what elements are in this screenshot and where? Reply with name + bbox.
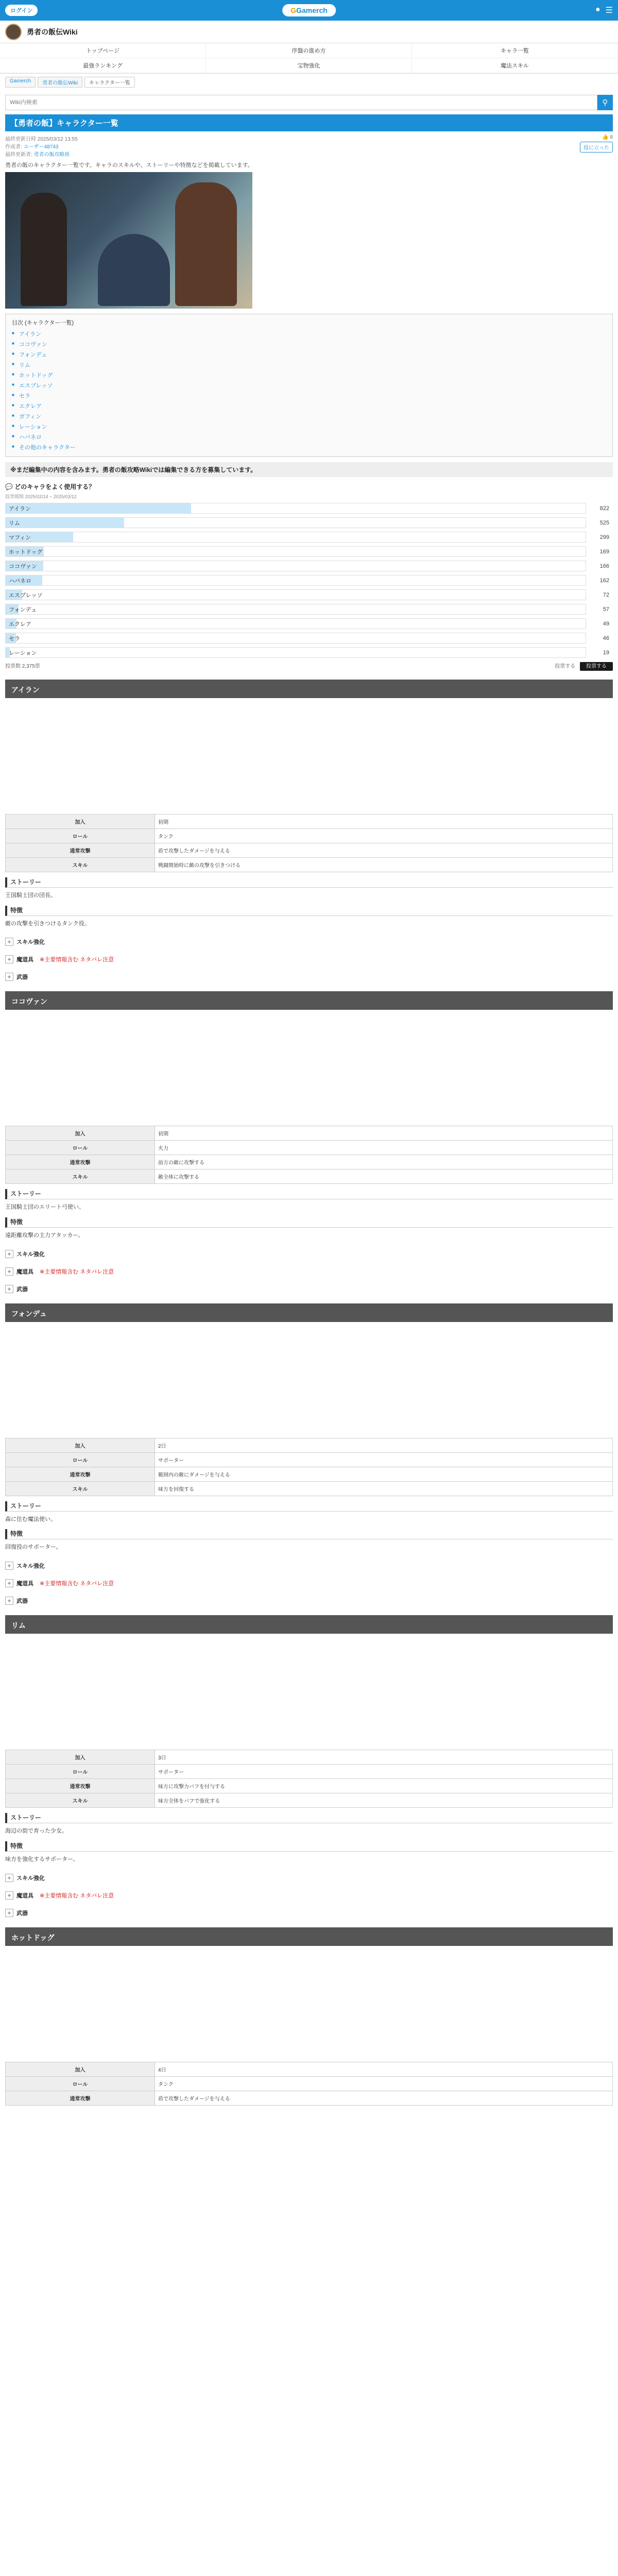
poll-option-label: ココヴァン [9, 563, 37, 570]
toc-item[interactable]: ■ セラ [12, 391, 606, 401]
poll-option[interactable] [5, 546, 609, 557]
poll-option-count: 162 [599, 577, 609, 584]
spoiler-warning: ※主要情報含む ネタバレ注意 [40, 1892, 114, 1899]
poll-option[interactable] [5, 589, 609, 600]
rune-toggle[interactable]: + 魔道具 ※主要情報含む ネタバレ注意 [5, 955, 613, 963]
toc-item[interactable]: ■ ハバネロ [12, 432, 606, 442]
poll-option-count: 822 [599, 505, 609, 512]
search-input[interactable] [5, 95, 597, 110]
misc-toggle[interactable]: + 武器 [5, 1597, 613, 1605]
notification-icon[interactable]: ● [595, 5, 600, 14]
poll-option[interactable] [5, 503, 609, 514]
search-icon[interactable]: ⚲ [597, 95, 613, 110]
spoiler-warning: ※主要情報含む ネタバレ注意 [40, 1268, 114, 1275]
poll-option-count: 166 [599, 563, 609, 569]
skill-up-toggle[interactable]: + スキル強化 [5, 1562, 613, 1570]
poll-option-count: 169 [599, 548, 609, 555]
table-row: スキル 戦闘開始時に敵の攻撃を引きつける [6, 858, 613, 872]
breadcrumb [0, 74, 618, 91]
search-bar [5, 95, 613, 110]
misc-toggle[interactable]: + 武器 [5, 973, 613, 981]
nav-item-beginner[interactable]: 序盤の進め方 [206, 43, 412, 58]
misc-toggle[interactable]: + 武器 [5, 1909, 613, 1917]
toc-item[interactable]: ■ リム [12, 360, 606, 370]
skill-up-toggle[interactable]: + スキル強化 [5, 1874, 613, 1882]
plus-icon: + [5, 1579, 13, 1587]
poll-option-label: フォンデュ [9, 606, 37, 613]
wiki-header [0, 21, 618, 43]
toc-item[interactable]: ■ エクレア [12, 401, 606, 411]
feature-text: 遠距離攻撃の主力アタッカー。 [5, 1232, 84, 1239]
toc-item[interactable]: ■ ココヴァン [12, 339, 606, 349]
table-row: ロール サポーター [6, 1452, 613, 1467]
story-heading: ストーリー [5, 1501, 613, 1512]
story-text: 森に住む魔法使い。 [5, 1516, 56, 1522]
vote-button[interactable]: 投票する [580, 662, 613, 671]
poll-total: 投票数 2,375票 [5, 664, 40, 669]
toc-item[interactable]: ■ フォンデュ [12, 349, 606, 360]
poll-option-label: エクレア [9, 621, 31, 628]
plus-icon: + [5, 1891, 13, 1900]
plus-icon: + [5, 955, 13, 963]
toc-item[interactable]: ■ その他のキャラクター [12, 442, 606, 452]
nav-item-top[interactable]: トップページ [0, 43, 206, 58]
feature-heading: 特徴 [5, 1217, 613, 1228]
story-text: 王国騎士団のエリート弓使い。 [5, 1204, 84, 1211]
plus-icon: + [5, 1267, 13, 1276]
story-heading: ストーリー [5, 1813, 613, 1823]
character-table [5, 2062, 613, 2106]
breadcrumb-current: キャラクター一覧 [84, 77, 135, 88]
character-image [0, 1010, 618, 1126]
table-row: 加入 初期 [6, 815, 613, 829]
table-row: 通常攻撃 範囲内の敵にダメージを与える [6, 1467, 613, 1481]
poll-option[interactable] [5, 532, 609, 543]
intro-text: 勇者の飯のキャラクター一覧です。キャラのスキルや、ストーリーや特徴などを掲載しています。 [5, 162, 253, 168]
feature-heading: 特徴 [5, 1529, 613, 1539]
rune-toggle[interactable]: + 魔道具 ※主要情報含む ネタバレ注意 [5, 1891, 613, 1900]
misc-toggle[interactable]: + 武器 [5, 1285, 613, 1293]
table-row: 通常攻撃 盾で攻撃したダメージを与える [6, 843, 613, 858]
character-table [5, 1750, 613, 1808]
character-image [0, 1946, 618, 2062]
plus-icon: + [5, 1285, 13, 1293]
character-image [0, 698, 618, 814]
good-button[interactable]: 役に立った [580, 142, 613, 152]
poll-option-label: ハバネロ [9, 578, 31, 584]
character-image [0, 1634, 618, 1750]
table-of-contents [5, 314, 613, 457]
poll-option-count: 19 [603, 649, 609, 656]
character-section [0, 1303, 618, 1605]
story-heading: ストーリー [5, 877, 613, 888]
table-row: スキル 敵全体に攻撃する [6, 1170, 613, 1184]
table-row: 加入 3日 [6, 1750, 613, 1765]
story-text: 王国騎士団の団長。 [5, 892, 56, 899]
poll-bar [6, 503, 191, 513]
character-table [5, 1126, 613, 1184]
poll-option-count: 72 [603, 591, 609, 598]
feature-heading: 特徴 [5, 1841, 613, 1852]
poll-option[interactable] [5, 604, 609, 615]
plus-icon: + [5, 1874, 13, 1882]
poll-question: 💬 どのキャラをよく使用する？ [5, 483, 95, 490]
poll [5, 482, 613, 669]
edit-notice: ※まだ編集中の内容を含みます。勇者の飯攻略Wikiでは編集できる方を募集しています。 [5, 462, 613, 477]
toc-item[interactable]: ■ ガフィン [12, 411, 606, 421]
nav-item-treasure[interactable]: 宝物強化 [206, 58, 412, 73]
toc-item[interactable]: ■ レーション [12, 421, 606, 432]
poll-option[interactable] [5, 561, 609, 571]
plus-icon: + [5, 1562, 13, 1570]
poll-option[interactable] [5, 618, 609, 629]
poll-option-label: アイラン [9, 505, 31, 512]
rune-toggle[interactable]: + 魔道具 ※主要情報含む ネタバレ注意 [5, 1267, 613, 1276]
character-heading: ホットドッグ [5, 1927, 613, 1946]
character-heading: フォンデュ [5, 1303, 613, 1322]
nav-item-characters[interactable]: キャラ一覧 [412, 43, 618, 58]
login-button[interactable]: ログイン [5, 5, 38, 16]
character-section [0, 991, 618, 1293]
poll-option[interactable] [5, 647, 609, 658]
page-title: 【勇者の飯】キャラクター一覧 [5, 114, 613, 131]
poll-option-label: レーション [9, 650, 37, 656]
story-text: 海辺の街で育った少女。 [5, 1828, 67, 1835]
character-section [0, 1615, 618, 1917]
poll-option[interactable] [5, 575, 609, 586]
table-row: 加入 2日 [6, 1438, 613, 1452]
character-table [5, 1438, 613, 1496]
poll-option-label: セラ [9, 635, 20, 642]
skill-up-toggle[interactable]: + スキル強化 [5, 938, 613, 946]
table-row: ロール タンク [6, 2076, 613, 2091]
nav-item-ranking[interactable]: 最強ランキング [0, 58, 206, 73]
poll-option-count: 49 [603, 620, 609, 627]
good-count: 👍 8 [602, 134, 613, 140]
menu-icon[interactable]: ☰ [605, 6, 613, 15]
table-row: ロール タンク [6, 829, 613, 843]
rune-toggle[interactable]: + 魔道具 ※主要情報含む ネタバレ注意 [5, 1579, 613, 1587]
table-row: 通常攻撃 前方の敵に攻撃する [6, 1155, 613, 1170]
plus-icon: + [5, 973, 13, 981]
updated-at: 最終更新日時 2025/03/12 13:55 [5, 137, 78, 142]
table-row: ロール サポーター [6, 1765, 613, 1779]
hero-image [5, 172, 252, 309]
feature-heading: 特徴 [5, 906, 613, 916]
toc-title: 目次 (キャラクター一覧) [12, 320, 74, 326]
plus-icon: + [5, 938, 13, 946]
author-link[interactable]: ユーザー48743 [23, 144, 59, 150]
poll-period: 投票期間 2025/02/14 ~ 2025/03/12 [5, 494, 77, 499]
feature-text: 回復役のサポーター。 [5, 1544, 62, 1551]
toc-item[interactable]: ■ エスプレッソ [12, 380, 606, 391]
table-row: スキル 味方全体をバフで強化する [6, 1793, 613, 1808]
character-section [0, 680, 618, 981]
editor-link[interactable]: 勇者の飯攻略班 [33, 152, 70, 158]
character-table [5, 814, 613, 872]
poll-bar [6, 518, 124, 528]
poll-option[interactable] [5, 633, 609, 643]
toc-item[interactable]: ■ ホットドッグ [12, 370, 606, 380]
poll-option-label: マフィン [9, 534, 31, 541]
poll-option[interactable] [5, 517, 609, 528]
plus-icon: + [5, 1597, 13, 1605]
poll-option-count: 525 [599, 519, 609, 526]
poll-option-label: リム [9, 520, 20, 527]
breadcrumb-item[interactable]: Gamerch [5, 77, 36, 88]
character-heading: ココヴァン [5, 991, 613, 1010]
page-meta: 最終更新日時 2025/03/12 13:55 作成者: ユーザー48743 最終更新者: 勇者の飯攻略班 👍 8 役に立った [5, 134, 613, 158]
plus-icon: + [5, 1250, 13, 1258]
toc-item[interactable]: ■ アイラン [12, 329, 606, 339]
wiki-nav [0, 43, 618, 74]
top-bar [0, 0, 618, 21]
table-row: スキル 味方を回復する [6, 1481, 613, 1496]
spoiler-warning: ※主要情報含む ネタバレ注意 [40, 957, 114, 963]
poll-option-count: 299 [599, 534, 609, 540]
table-row: 加入 4日 [6, 2062, 613, 2076]
table-row: ロール 火力 [6, 1141, 613, 1155]
wiki-avatar[interactable] [5, 24, 22, 40]
poll-option-count: 57 [603, 606, 609, 613]
poll-option-label: エスプレッソ [9, 592, 43, 599]
spoiler-warning: ※主要情報含む ネタバレ注意 [40, 1581, 114, 1587]
table-row: 通常攻撃 味方に攻撃力バフを付与する [6, 1779, 613, 1793]
skill-up-toggle[interactable]: + スキル強化 [5, 1250, 613, 1258]
poll-option-label: ホットドッグ [9, 549, 43, 555]
gamerch-logo[interactable]: GGamerch [282, 4, 336, 16]
poll-actions: 投票する 投票する [555, 662, 613, 669]
character-image [0, 1322, 618, 1438]
character-heading: アイラン [5, 680, 613, 698]
wiki-title[interactable]: 勇者の飯伝Wiki [27, 27, 78, 36]
feature-text: 味方を強化するサポーター。 [5, 1856, 79, 1862]
table-row: 通常攻撃 盾で攻撃したダメージを与える [6, 2091, 613, 2105]
nav-item-skills[interactable]: 魔法スキル [412, 58, 618, 73]
breadcrumb-item[interactable]: 勇者の飯伝Wiki [38, 77, 82, 88]
character-section [0, 1927, 618, 2106]
feature-text: 敵の攻撃を引きつけるタンク役。 [5, 920, 90, 927]
character-heading: リム [5, 1615, 613, 1634]
poll-option-count: 46 [603, 635, 609, 641]
story-heading: ストーリー [5, 1189, 613, 1199]
plus-icon: + [5, 1909, 13, 1917]
table-row: 加入 初期 [6, 1126, 613, 1141]
